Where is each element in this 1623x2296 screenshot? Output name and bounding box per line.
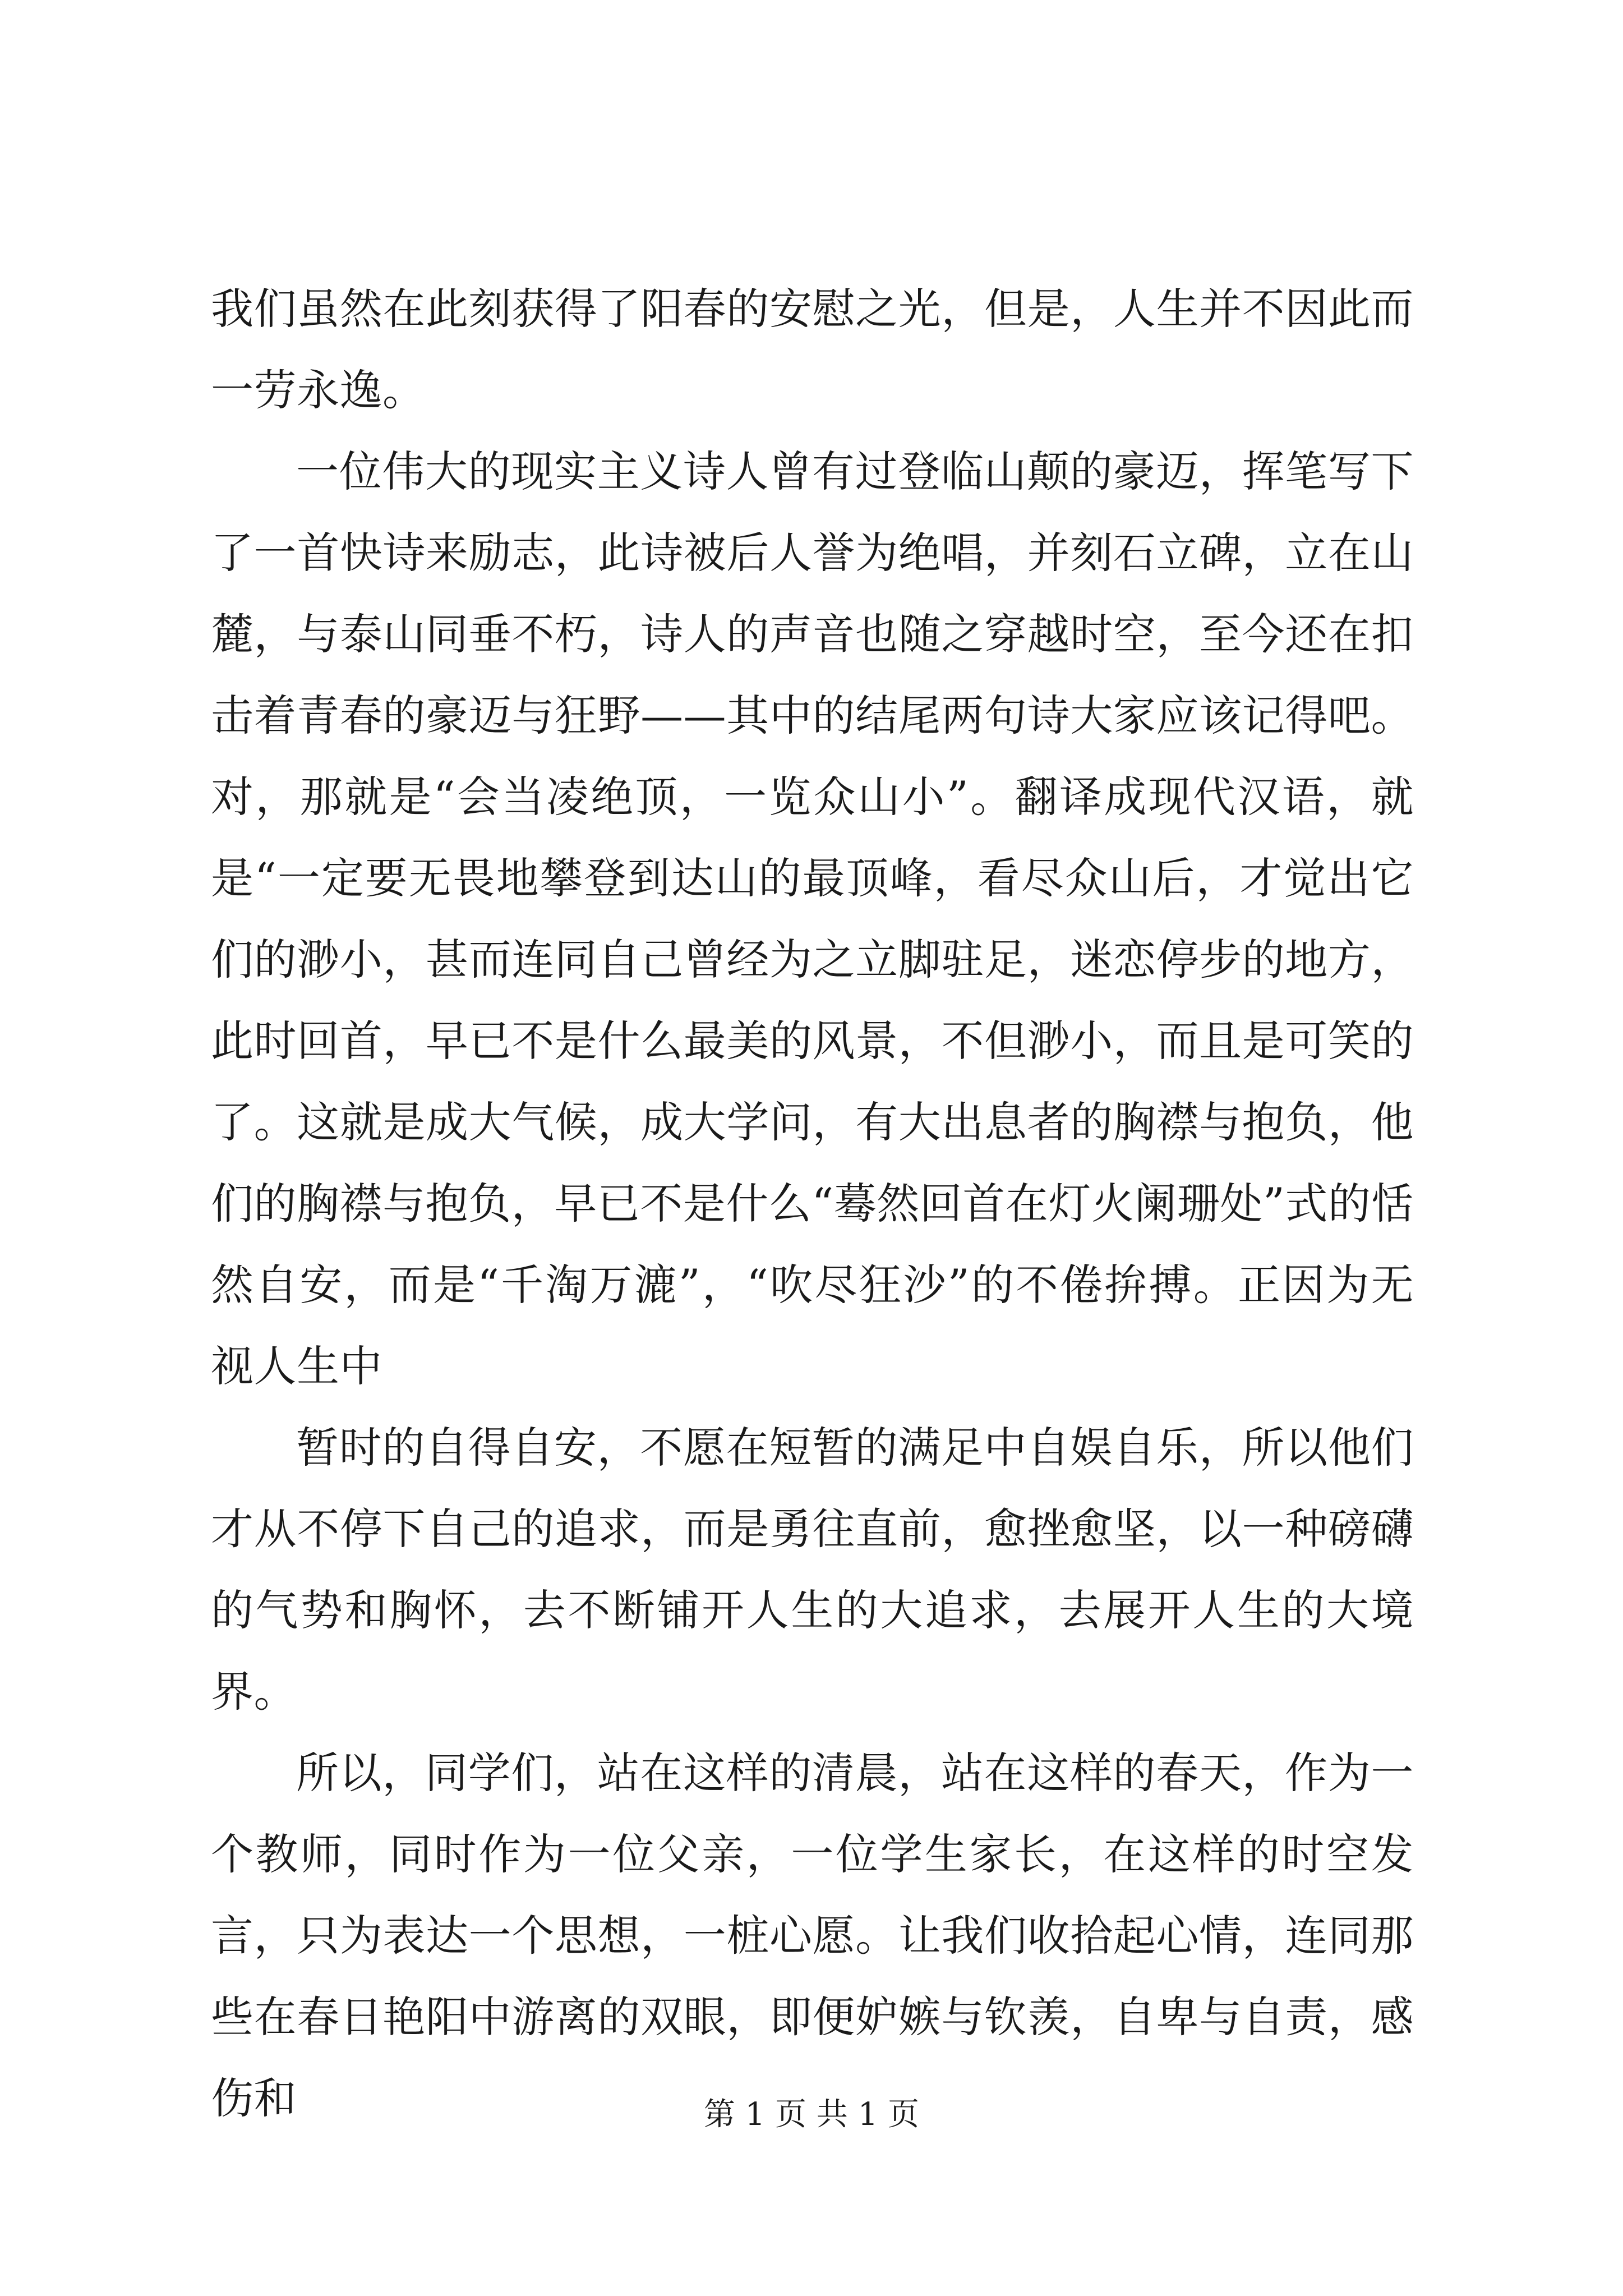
document-body: [211, 268, 1414, 2139]
page-number-footer: 第 1 页 共 1 页: [703, 2096, 920, 2133]
paragraph-3: 暂时的自得自安，不愿在短暂的满足中自娱自乐，所以他们才从不停下自己的追求，而是勇往直前，愈挫愈坚，以一种磅礴的气势和胸怀，去不断铺开人生的大追求，去展开人生的大境界。: [211, 1423, 1414, 1717]
paragraph-2: 一位伟大的现实主义诗人曾有过登临山颠的豪迈，挥笔写下了一首快诗来励志，此诗被后人誉为绝唱，并刻石立碑，立在山麓，与泰山同垂不朽，诗人的声音也随之穿越时空，至今还在扣击着青春的豪迈与狂野——其中的结尾两句诗大家应该记得吧。对，那就是“会当凌绝顶，一览众山小”。翻译成现代汉语，就是“一定要无畏地攀登到达山的最顶峰，看尽众山后，才觉出它们的渺小，甚而连同自己曾经为之立脚驻足，迷恋停步的地方，此时回首，早已不是什么最美的风景，不但渺小，而且是可笑的了。这就是成大气候，成大学问，有大出息者的胸襟与抱负，他们的胸襟与抱负，早已不是什么“蓦然回首在灯火阑珊处”式的恬然自安，而是“千淘万漉”，“吹尽狂沙”的不倦拚搏。正因为无视人生中: [211, 447, 1414, 1391]
paragraph-4: 所以，同学们，站在这样的清晨，站在这样的春天，作为一个教师，同时作为一位父亲，一位学生家长，在这样的时空发言，只为表达一个思想，一桩心愿。让我们收拾起心情，连同那些在春日艳阳中游离的双眼，即便妒嫉与钦羡，自卑与自责，感伤和: [211, 1748, 1414, 2123]
paragraph-1: 我们虽然在此刻获得了阳春的安慰之光，但是，人生并不因此而一劳永逸。: [211, 284, 1414, 415]
